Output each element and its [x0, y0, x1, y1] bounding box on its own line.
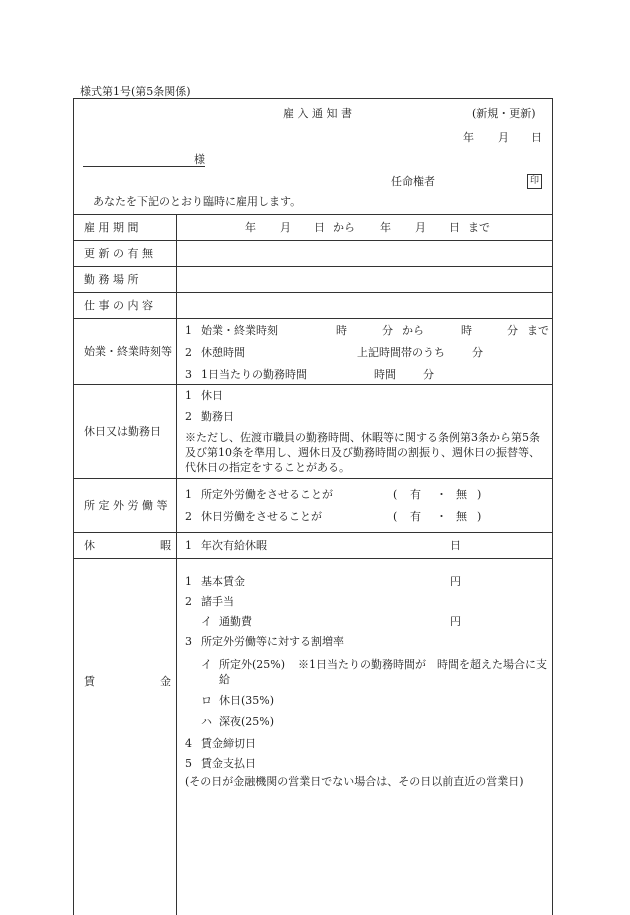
divider — [73, 532, 553, 533]
overtime-l1-dot: ・ — [436, 488, 447, 501]
hours-l3-min: 分 — [423, 368, 434, 381]
hours-l1-min: 分 — [382, 324, 393, 337]
overtime-l1-yes: 有 — [410, 488, 421, 501]
wage-l4-text: 賃金締切日 — [201, 737, 256, 750]
hours-l1-hour: 時 — [336, 324, 347, 337]
renewal-label: 更 新 の 有 無 — [84, 247, 153, 260]
overtime-l1-close: ) — [477, 488, 482, 501]
holidays-note-line1: ※ただし、佐渡市職員の勤務時間、休暇等に関する条例第3条から第5条 — [185, 431, 540, 444]
wage-l3a-note: ※1日当たりの勤務時間が 時間を超えた場合に支 — [298, 658, 547, 671]
wage-l1-unit: 円 — [450, 575, 461, 588]
hours-l2-num: 2 — [185, 346, 192, 359]
hours-l1-num: 1 — [185, 324, 192, 337]
wage-l3a-note-cont: 給 — [219, 673, 230, 686]
period-to-month: 月 — [415, 221, 426, 234]
period-from-year: 年 — [245, 221, 256, 234]
divider — [73, 292, 553, 293]
wage-label-a: 賃 — [84, 675, 95, 688]
period-from-day: 日 — [314, 221, 325, 234]
period-label: 雇 用 期 間 — [84, 221, 139, 234]
overtime-l2-yes: 有 — [410, 510, 421, 523]
wage-l1-text: 基本賃金 — [201, 575, 245, 588]
wage-l3c-text: 深夜(25%) — [219, 715, 275, 728]
holidays-note-line3: 代休日の指定をすることがある。 — [185, 461, 350, 474]
holidays-l1-text: 休日 — [201, 389, 223, 402]
hours-label: 始業・終業時刻等 — [84, 345, 172, 358]
holidays-l2-text: 勤務日 — [201, 410, 234, 423]
divider — [73, 240, 553, 241]
holidays-note-line2: 及び第10条を準用し、週休日及び勤務時間の割振り、週休日の振替等、 — [185, 446, 540, 459]
wage-l3-text: 所定外労働等に対する割増率 — [201, 635, 344, 648]
holidays-l2-num: 2 — [185, 410, 192, 423]
intro-text: あなたを下記のとおり臨時に雇用します。 — [93, 195, 302, 208]
hours-l2-within: 上記時間帯のうち — [357, 346, 445, 359]
wage-l3b-mark: ロ — [201, 694, 212, 707]
wage-l2a-mark: イ — [201, 615, 212, 628]
document-type: (新規・更新) — [472, 107, 536, 120]
addressee-suffix: 様 — [194, 153, 205, 166]
label-column-divider — [176, 214, 177, 915]
leave-label-a: 休 — [84, 539, 95, 552]
hours-l3-num: 3 — [185, 368, 192, 381]
holidays-l1-num: 1 — [185, 389, 192, 402]
hours-l1-min2: 分 — [507, 324, 518, 337]
overtime-l2-open: ( — [393, 510, 398, 523]
divider — [73, 478, 553, 479]
document-title: 雇 入 通 知 書 — [283, 107, 352, 120]
overtime-l1-text: 所定外労働をさせることが — [201, 488, 333, 501]
appointer-label: 任命権者 — [391, 175, 435, 188]
hours-l3-hour: 時間 — [374, 368, 396, 381]
date-year: 年 — [463, 131, 474, 144]
overtime-l2-no: 無 — [456, 510, 467, 523]
form-number-label: 様式第1号(第5条関係) — [80, 85, 191, 98]
leave-unit: 日 — [450, 539, 461, 552]
period-from: から — [333, 221, 355, 234]
hours-l1-to: まで — [527, 324, 549, 337]
holidays-label: 休日又は勤務日 — [84, 425, 161, 438]
wage-l2a-unit: 円 — [450, 615, 461, 628]
divider — [73, 558, 553, 559]
wage-l2-text: 諸手当 — [201, 595, 234, 608]
leave-l1-text: 年次有給休暇 — [201, 539, 267, 552]
wage-l5-num: 5 — [185, 757, 192, 770]
divider — [73, 318, 553, 319]
period-to-day: 日 — [449, 221, 460, 234]
wage-label-b: 金 — [160, 675, 171, 688]
overtime-l2-dot: ・ — [436, 510, 447, 523]
divider — [73, 214, 553, 215]
wage-l3a-mark: イ — [201, 658, 212, 671]
job-label: 仕 事 の 内 容 — [84, 299, 153, 312]
seal-box: 印 — [527, 174, 542, 189]
wage-l3b-text: 休日(35%) — [219, 694, 275, 707]
wage-l2a-text: 通勤費 — [219, 615, 252, 628]
overtime-l2-close: ) — [477, 510, 482, 523]
hours-l1-hour2: 時 — [461, 324, 472, 337]
overtime-l1-num: 1 — [185, 488, 192, 501]
overtime-l1-open: ( — [393, 488, 398, 501]
overtime-l2-text: 休日労働をさせることが — [201, 510, 322, 523]
divider — [73, 266, 553, 267]
hours-l2-text: 休憩時間 — [201, 346, 245, 359]
wage-l5-text: 賃金支払日 — [201, 757, 256, 770]
wage-l5-note: (その日が金融機関の営業日でない場合は、その日以前直近の営業日) — [185, 775, 524, 788]
hours-l2-min: 分 — [472, 346, 483, 359]
hours-l1-from: から — [402, 324, 424, 337]
wage-l1-num: 1 — [185, 575, 192, 588]
overtime-l2-num: 2 — [185, 510, 192, 523]
date-day: 日 — [531, 131, 542, 144]
overtime-l1-no: 無 — [456, 488, 467, 501]
hours-l1-text: 始業・終業時刻 — [201, 324, 278, 337]
wage-l4-num: 4 — [185, 737, 192, 750]
leave-l1-num: 1 — [185, 539, 192, 552]
divider — [73, 384, 553, 385]
workplace-label: 勤 務 場 所 — [84, 273, 139, 286]
period-to: まで — [468, 221, 490, 234]
wage-l3c-mark: ハ — [201, 715, 212, 728]
wage-l3a-text: 所定外(25%) — [219, 658, 286, 671]
wage-l3-num: 3 — [185, 635, 192, 648]
period-from-month: 月 — [280, 221, 291, 234]
overtime-label: 所 定 外 労 働 等 — [84, 499, 168, 512]
wage-l2-num: 2 — [185, 595, 192, 608]
period-to-year: 年 — [380, 221, 391, 234]
addressee-line — [83, 166, 205, 167]
leave-label-b: 暇 — [160, 539, 171, 552]
date-month: 月 — [498, 131, 509, 144]
hours-l3-text: 1日当たりの勤務時間 — [201, 368, 307, 381]
